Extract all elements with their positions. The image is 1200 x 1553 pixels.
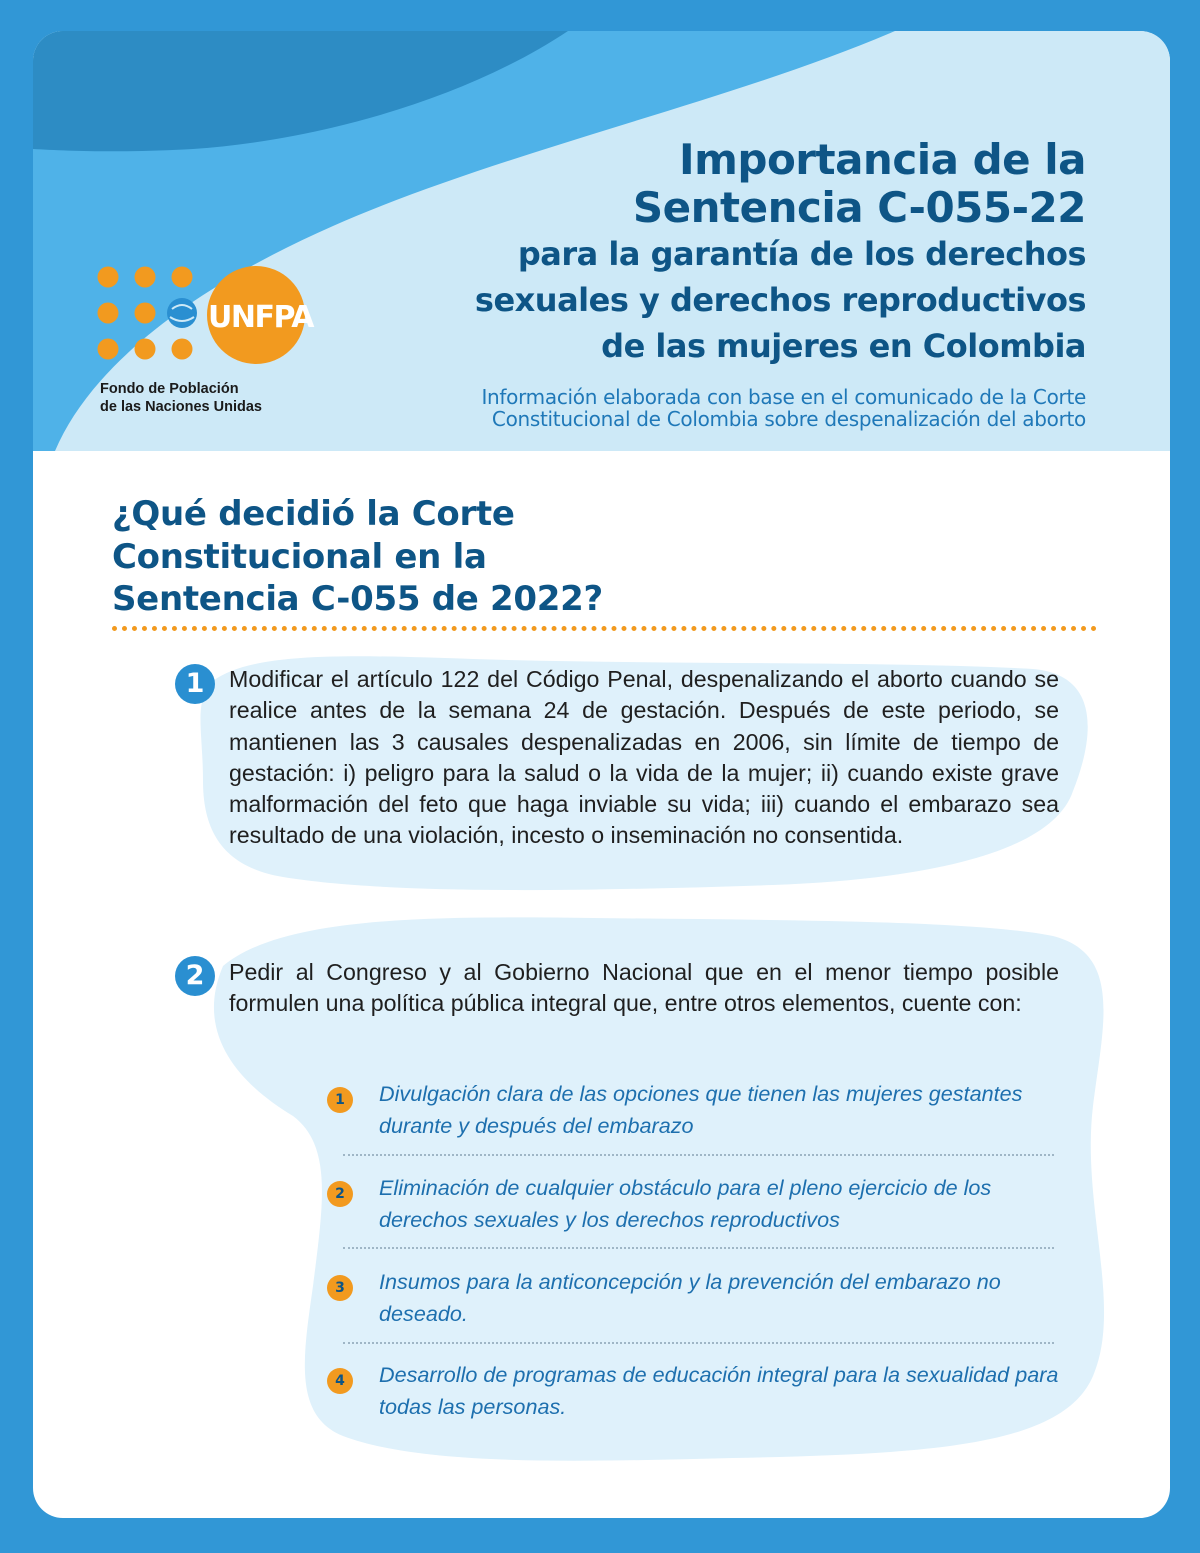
policy-item-1-text: Divulgación clara de las opciones que tienen las mujeres gestantes durante y después del embarazo [379, 1081, 1023, 1138]
decision-2-text: Pedir al Congreso y al Gobierno Nacional que en el menor tiempo posible formulen una política pública integral que, entre otros elementos, cuente con: [229, 959, 1059, 1017]
policy-item-separator [343, 1342, 1054, 1344]
decision-1-text: Modificar el artículo 122 del Código Penal, despenalizando el aborto cuando se realice antes de la semana 24 de gestación. Después de este periodo, se mantienen las 3 causales despenalizadas en 2006, sin límite de tiempo de gestación: i) peligro para la salud o la vida de la mujer; ii) cuando existe grave malformación del feto que haga inviable su vida; iii) cuando el embarazo sea resultado de una violación, incesto o inseminación no consentida. [229, 666, 1059, 849]
policy-item-separator [343, 1154, 1054, 1156]
document-card [33, 31, 1170, 1518]
subtitle-line3: de las mujeres en Colombia [601, 327, 1086, 365]
policy-item-2-badge: 2 [327, 1181, 353, 1207]
question-line2: Constitucional en la [112, 537, 487, 577]
section-divider [112, 626, 1097, 631]
subtitle-line1: para la garantía de los derechos [517, 235, 1086, 273]
decision-2-number-badge: 2 [175, 956, 215, 996]
question-line1: ¿Qué decidió la Corte [112, 494, 515, 534]
question-line3: Sentencia C-055 de 2022? [112, 579, 603, 619]
un-emblem-icon [167, 298, 197, 328]
policy-item-2-text: Eliminación de cualquier obstáculo para el pleno ejercicio de los derechos sexuales y los derechos reproductivos [379, 1175, 992, 1232]
policy-item-3-badge: 3 [327, 1275, 353, 1301]
logo-caption-line1: Fondo de Población [100, 381, 239, 397]
policy-item-4-text: Desarrollo de programas de educación integral para la sexualidad para todas las personas. [379, 1362, 1059, 1419]
info-line1: Información elaborada con base en el comunicado de la Corte [481, 385, 1086, 409]
policy-item-1-badge: 1 [327, 1087, 353, 1113]
logo-caption-line2: de las Naciones Unidas [100, 399, 262, 415]
decision-1-number-badge: 1 [175, 664, 215, 704]
policy-item-4-badge: 4 [327, 1368, 353, 1394]
title-line2: Sentencia C-055-22 [632, 183, 1086, 232]
title-line1: Importancia de la [678, 135, 1086, 184]
policy-item-4 [323, 1359, 1063, 1449]
policy-item-separator [343, 1247, 1054, 1249]
subtitle-line2: sexuales y derechos reproductivos [474, 281, 1086, 319]
logo-wordmark: UNFPA [208, 300, 313, 335]
info-line2: Constitucional de Colombia sobre despenalización del aborto [491, 407, 1086, 431]
policy-item-3-text: Insumos para la anticoncepción y la prevención del embarazo no deseado. [379, 1269, 1001, 1326]
